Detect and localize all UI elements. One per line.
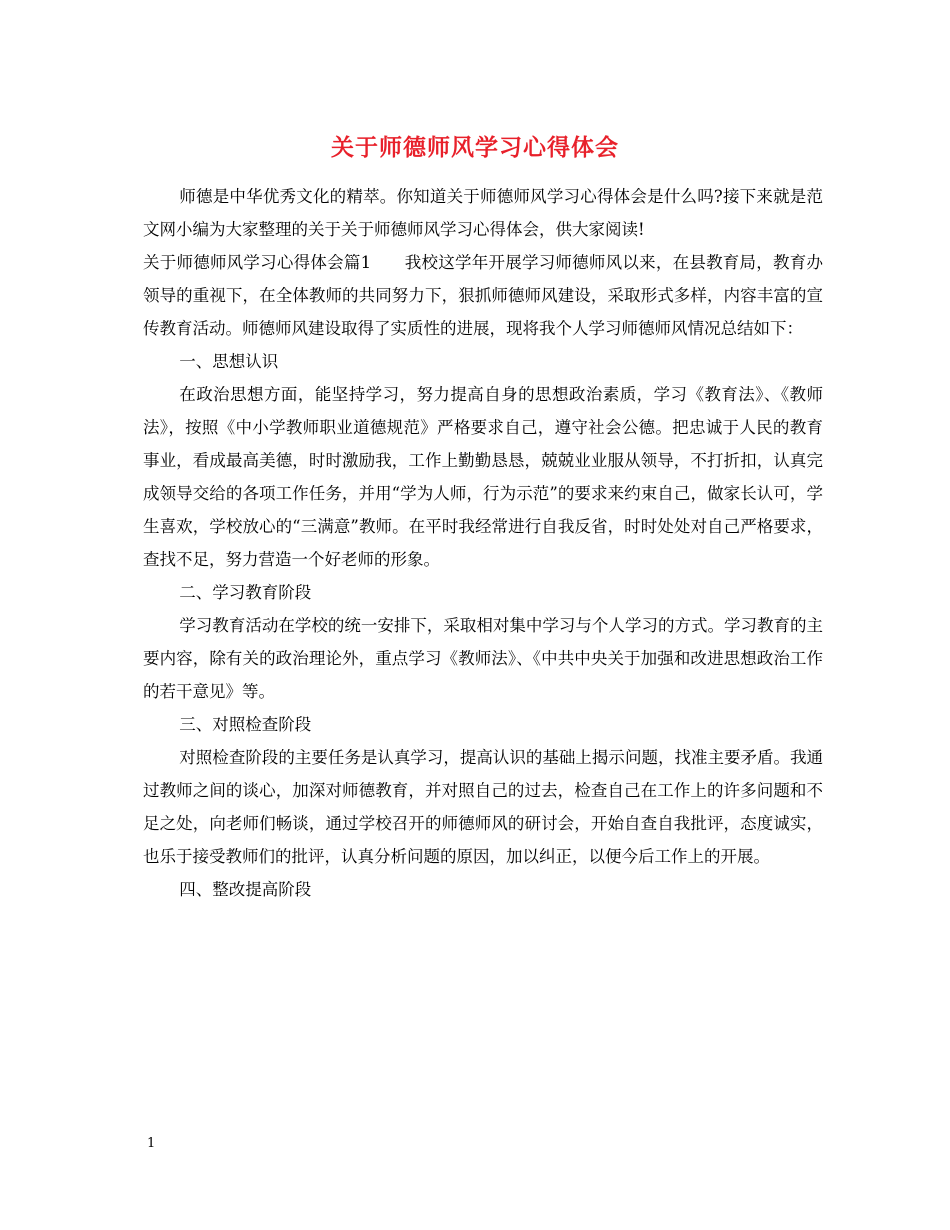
body-paragraph: 在政治思想方面，能坚持学习，努力提高自身的思想政治素质，学习《教育法》、《教师法》，按照《中小学教师职业道德规范》严格要求自己，遵守社会公德。把忠诚于人民的教育事业，看成最高美德，时时激励我，工作上勤勤恳恳，兢兢业业服从领导，不打折扣，认真完成领导交给的各项工作任务，并用“学为人师，行为示范”的要求来约束自己，做家长认可，学生喜欢，学校放心的“三满意”教师。在平时我经常进行自我反省，时时处处对自己严格要求，查找不足，努力营造一个好老师的形象。 [143,385,823,569]
page-number: 1 [147,1136,156,1151]
document-body [143,180,823,906]
section-heading: 三、对照检查阶段 [179,715,312,734]
document-title: 关于师德师风学习心得体会 [331,134,619,161]
section-heading: 四、整改提高阶段 [179,880,312,899]
body-paragraph: 学习教育活动在学校的统一安排下，采取相对集中学习与个人学习的方式。学习教育的主要内容，除有关的政治理论外，重点学习《教师法》、《中共中央关于加强和改进思想政治工作的若干意见》等。 [143,616,823,701]
section-paragraph: 关于师德师风学习心得体会篇1 我校这学年开展学习师德师风以来，在县教育局，教育办领导的重视下，在全体教师的共同努力下，狠抓师德师风建设，采取形式多样，内容丰富的宣传教育活动。师德师风建设取得了实质性的进展，现将我个人学习师德师风情况总结如下： [143,253,823,338]
section-heading: 一、思想认识 [179,352,279,371]
section-heading: 二、学习教育阶段 [179,583,312,602]
intro-paragraph: 师德是中华优秀文化的精萃。你知道关于师德师风学习心得体会是什么吗?接下来就是范文网小编为大家整理的关于关于师德师风学习心得体会，供大家阅读! [143,187,823,239]
body-paragraph: 对照检查阶段的主要任务是认真学习，提高认识的基础上揭示问题，找准主要矛盾。我通过教师之间的谈心，加深对师德教育，并对照自己的过去，检查自己在工作上的许多问题和不足之处，向老师们畅谈，通过学校召开的师德师风的研讨会，开始自查自我批评，态度诚实，也乐于接受教师们的批评，认真分析问题的原因，加以纠正，以便今后工作上的开展。 [143,748,823,866]
